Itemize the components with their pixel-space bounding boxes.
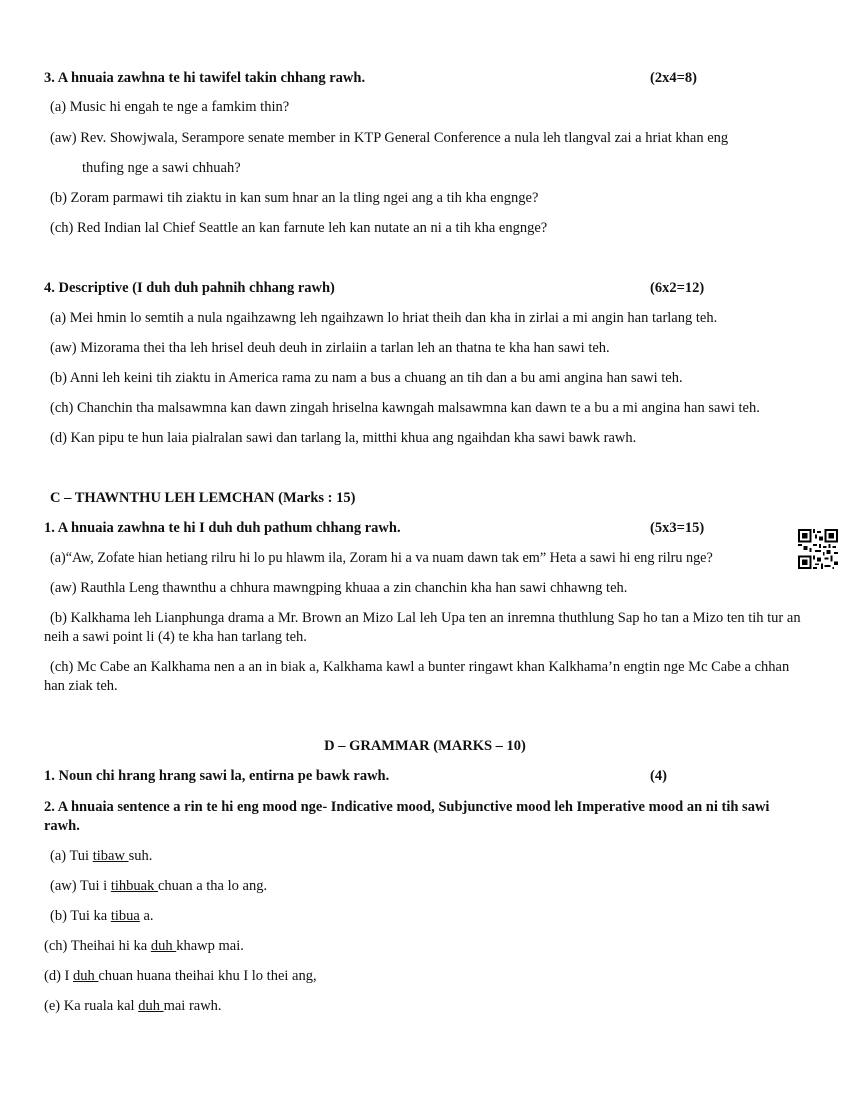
section-c-item-a: (a)“Aw, Zofate hian hetiang rilru hi lo pu hlawm ila, Zoram hi a va nuam dawn tak em” Heta a sawi hi eng rilru nge? — [50, 550, 713, 566]
sentence-text: khawp mai. — [176, 938, 244, 954]
sentence-a — [50, 847, 152, 865]
q4-heading: 4. Descriptive (I duh duh pahnih chhang rawh) — [44, 280, 335, 296]
q3-heading: 3. A hnuaia zawhna te hi tawifel takin chhang rawh. — [44, 70, 366, 86]
underlined-word: duh — [150, 938, 177, 954]
section-c-item-aw: (aw) Rauthla Leng thawnthu a chhura mawngping khuaa a zin chanchin kha han sawi chhawng teh. — [50, 580, 628, 596]
q4-item-ch: (ch) Chanchin tha malsawmna kan dawn zingah hriselna kawngah malsawmna kan dawn te a bu a mi angina han sawi teh. — [50, 400, 760, 416]
sentence-text: (d) I — [44, 968, 73, 984]
sentence-ch — [44, 937, 244, 955]
section-d-title: D – GRAMMAR (MARKS – 10) — [324, 738, 526, 754]
section-c-q1-marks: (5x3=15) — [650, 520, 705, 536]
section-c-item-ch: (ch) Mc Cabe an Kalkhama nen a an in biak a, Kalkhama kawl a bunter ringawt khan Kalkhama’n engtin nge Mc Cabe a chhan han ziak teh. — [44, 659, 790, 694]
sentence-b — [50, 907, 154, 925]
q3-item-b: (b) Zoram parmawi tih ziaktu in kan sum hnar an la tling ngei ang a tih kha engnge? — [50, 190, 539, 206]
q4-item-a: (a) Mei hmin lo semtih a nula ngaihzawng leh ngaihzawn lo hriat theih dan kha in zirlai a mi angin han tarlang teh. — [50, 310, 718, 326]
q3-item-ch: (ch) Red Indian lal Chief Seattle an kan farnute leh kan nutate an ni a tih kha engnge? — [50, 220, 548, 236]
underlined-word: duh — [138, 998, 164, 1014]
section-c-item-b: (b) Kalkhama leh Lianphunga drama a Mr. Brown an Mizo Lal leh Upa ten an inremna thuthlung Sap ho tan a Mizo ten tih tur an neih a sawi point li (4) te kha han tarlang teh. — [44, 610, 801, 645]
section-c-title: C – THAWNTHU LEH LEMCHAN (Marks : 15) — [50, 490, 356, 506]
underlined-word: tibua — [110, 908, 140, 924]
sentence-text: (ch) Theihai hi ka — [44, 938, 151, 954]
sentence-d — [44, 967, 317, 985]
sentence-text: chuan huana theihai khu I lo thei ang, — [98, 968, 317, 984]
sentence-text: (e) Ka ruala kal — [44, 998, 139, 1014]
underlined-word: duh — [73, 968, 99, 984]
sentence-e — [44, 997, 222, 1015]
q4-marks: (6x2=12) — [650, 280, 705, 296]
q3-item-a: (a) Music hi engah te nge a famkim thin? — [50, 99, 290, 115]
q4-item-aw: (aw) Mizorama thei tha leh hrisel deuh deuh in zirlaiin a tarlan leh an thatna te kha han sawi teh. — [50, 340, 610, 356]
sentence-text: (a) Tui — [50, 848, 93, 864]
sentence-text: (b) Tui ka — [50, 908, 111, 924]
q3-marks: (2x4=8) — [650, 70, 697, 86]
sentence-text: chuan a tha lo ang. — [157, 878, 268, 894]
sentence-text: mai rawh. — [163, 998, 222, 1014]
q3-item-aw-cont: thufing nge a sawi chhuah? — [82, 160, 241, 176]
section-c-q1-heading: 1. A hnuaia zawhna te hi I duh duh pathum chhang rawh. — [44, 520, 401, 536]
underlined-word: tihbuak — [110, 878, 158, 894]
q4-item-d: (d) Kan pipu te hun laia pialralan sawi dan tarlang la, mitthi khua ang ngaihdan kha sawi bawk rawh. — [50, 430, 637, 446]
underlined-word: tibaw — [92, 848, 129, 864]
sentence-aw — [50, 877, 267, 895]
sentence-text: (aw) Tui i — [50, 878, 111, 894]
section-d-q1: 1. Noun chi hrang hrang sawi la, entirna pe bawk rawh. — [44, 768, 390, 784]
sentence-text: a. — [139, 908, 154, 924]
section-d-q1-marks: (4) — [650, 768, 667, 784]
qr-code-icon — [798, 529, 838, 569]
q4-item-b: (b) Anni leh keini tih ziaktu in America rama zu nam a bus a chuang an tih dan a bu ami angina han sawi teh. — [50, 370, 683, 386]
q3-item-aw: (aw) Rev. Showjwala, Serampore senate member in KTP General Conference a nula leh tlangval zai a hriat khan eng — [50, 130, 729, 146]
sentence-text: suh. — [128, 848, 153, 864]
section-d-q2: 2. A hnuaia sentence a rin te hi eng mood nge- Indicative mood, Subjunctive mood leh Imperative mood an ni tih sawi rawh. — [44, 799, 770, 834]
